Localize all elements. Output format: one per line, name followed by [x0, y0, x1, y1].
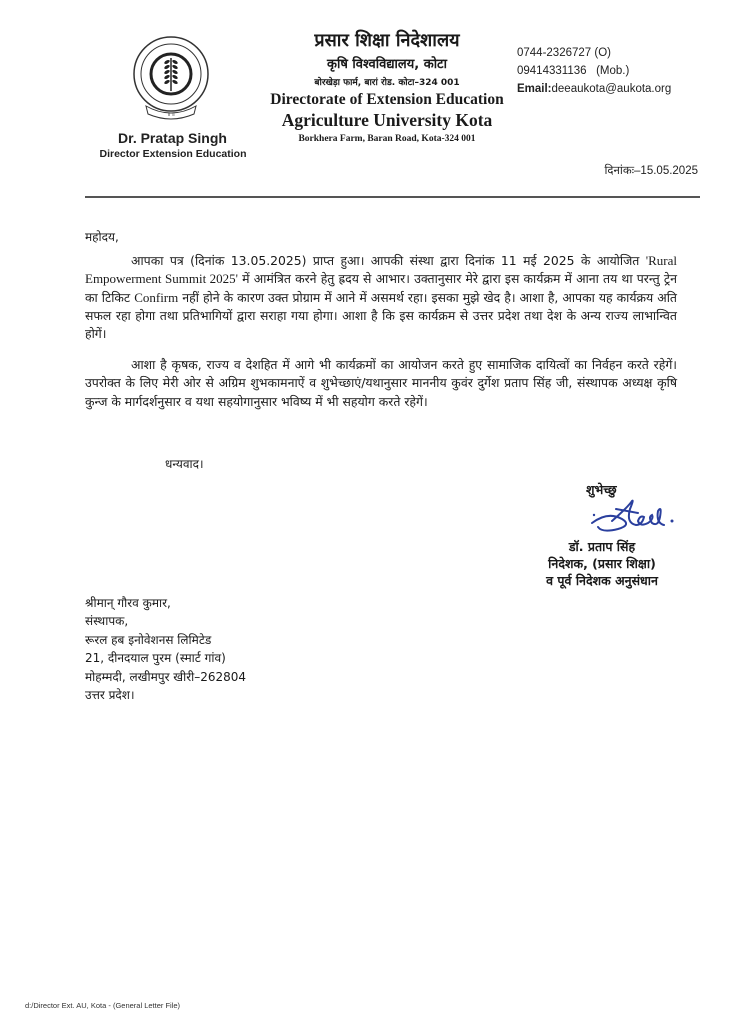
file-path-footer: d:/Director Ext. AU, Kota - (General Letter File) — [25, 1001, 181, 1010]
svg-text:॥ ॥: ॥ ॥ — [167, 112, 175, 118]
paragraph-1-text-c: नहीं होने के कारण उक्त प्रोग्राम में आने में असमर्थ रहा। इसका मुझे खेद है। आशा है, आपका यह कार्यक्रय अति सफल रहा होगा तथा प्रतिभागियों द्वारा सराहा गया होगा। आशा है कि इस कार्यक्रम से उत्तर प्रदेश तथा देश के अन्य राज्य लाभान्वित होगें। — [85, 289, 677, 342]
letter-date: दिनांकः–15.05.2025 — [604, 165, 698, 177]
signatory-name: डॉ. प्रताप सिंह — [568, 539, 636, 554]
signatory-details — [532, 538, 672, 589]
paragraph-1-text-a: आपका पत्र (दिनांक 13.05.2025) प्राप्त हुआ। आपकी संस्था द्वारा दिनांक 11 मई 2025 के आयोजित — [131, 253, 646, 268]
recipient-line: मोहम्मदी, लखीमपुर खीरी–262804 — [85, 669, 247, 684]
signatory-designation: निदेशक, (प्रसार शिक्षा) — [548, 556, 656, 571]
director-title: Director Extension Education — [99, 148, 247, 160]
english-directorate-title: Directorate of Extension Education — [270, 91, 504, 108]
email-label: Email: — [517, 83, 552, 95]
recipient-line: श्रीमान् गौरव कुमार, — [85, 596, 171, 610]
english-university-name: Agriculture University Kota — [281, 110, 493, 130]
email-address[interactable]: deeaukota@aukota.org — [551, 83, 672, 95]
handwritten-signature-icon — [588, 497, 678, 537]
recipient-line: संस्थापक, — [85, 614, 129, 629]
recipient-line: रूरल हब इनोवेशनस लिमिटेड — [85, 632, 212, 647]
salutation: महोदय, — [85, 230, 119, 244]
letterhead-center — [262, 28, 512, 147]
office-phone: 0744-2326727 (O) — [517, 47, 611, 59]
confirm-word: Confirm — [134, 289, 179, 305]
mobile-phone: 09414331136 (Mob.) — [517, 65, 630, 77]
regards-text: शुभेच्छु — [586, 482, 617, 497]
paragraph-1 — [85, 252, 677, 343]
hindi-directorate-title: प्रसार शिक्षा निदेशालय — [314, 30, 460, 51]
thanks-line: धन्यवाद। — [165, 457, 204, 471]
paragraph-2: आशा है कृषक, राज्य व देशहित में आगे भी कार्यक्रमों का आयोजन करते हुए सामाजिक दायित्वों का निर्वहन करते रहेगें। उपरोक्त के लिए मेरी ओर से अग्रिम शुभकामनाऐं व शुभेच्छाएं/यथानुसार माननीय कुवंर दुर्गेश प्रताप सिंह जी, संस्थापक अध्यक्ष कृषि कुन्ज के मार्गदर्शनुसार व यथा सहयोगानुसार भविष्य में भी सहयोग करते रहेगें। — [85, 357, 677, 409]
hindi-address: बोरखेड़ा फार्म, बारां रोड. कोटा–324 001 — [314, 78, 460, 88]
header-divider — [85, 196, 700, 198]
director-name: Dr. Pratap Singh — [118, 130, 227, 146]
event-name: 'Rural Empowerment Summit 2025' — [85, 253, 677, 287]
hindi-university-name: कृषि विश्वविद्यालय, कोटा — [327, 57, 447, 72]
english-address: Borkhera Farm, Baran Road, Kota-324 001 — [298, 134, 476, 144]
signatory-former-role: व पूर्व निदेशक अनुसंधान — [546, 573, 658, 588]
recipient-address — [85, 594, 246, 704]
recipient-line: 21, दीनदयाल पुरम (स्मार्ट गांव) — [85, 651, 226, 666]
contact-block — [517, 44, 671, 98]
paragraph-1-text-b: में आमंत्रित करने हेतु ह्रदय से आभार। उक्तानुसार मेरे द्वारा इस कार्यक्रम में आना तय था परन्तु ट्रेन का टिकिट — [85, 271, 677, 305]
recipient-line: उत्तर प्रदेश। — [85, 688, 135, 703]
email-line — [517, 80, 671, 98]
university-seal-icon — [128, 34, 214, 122]
